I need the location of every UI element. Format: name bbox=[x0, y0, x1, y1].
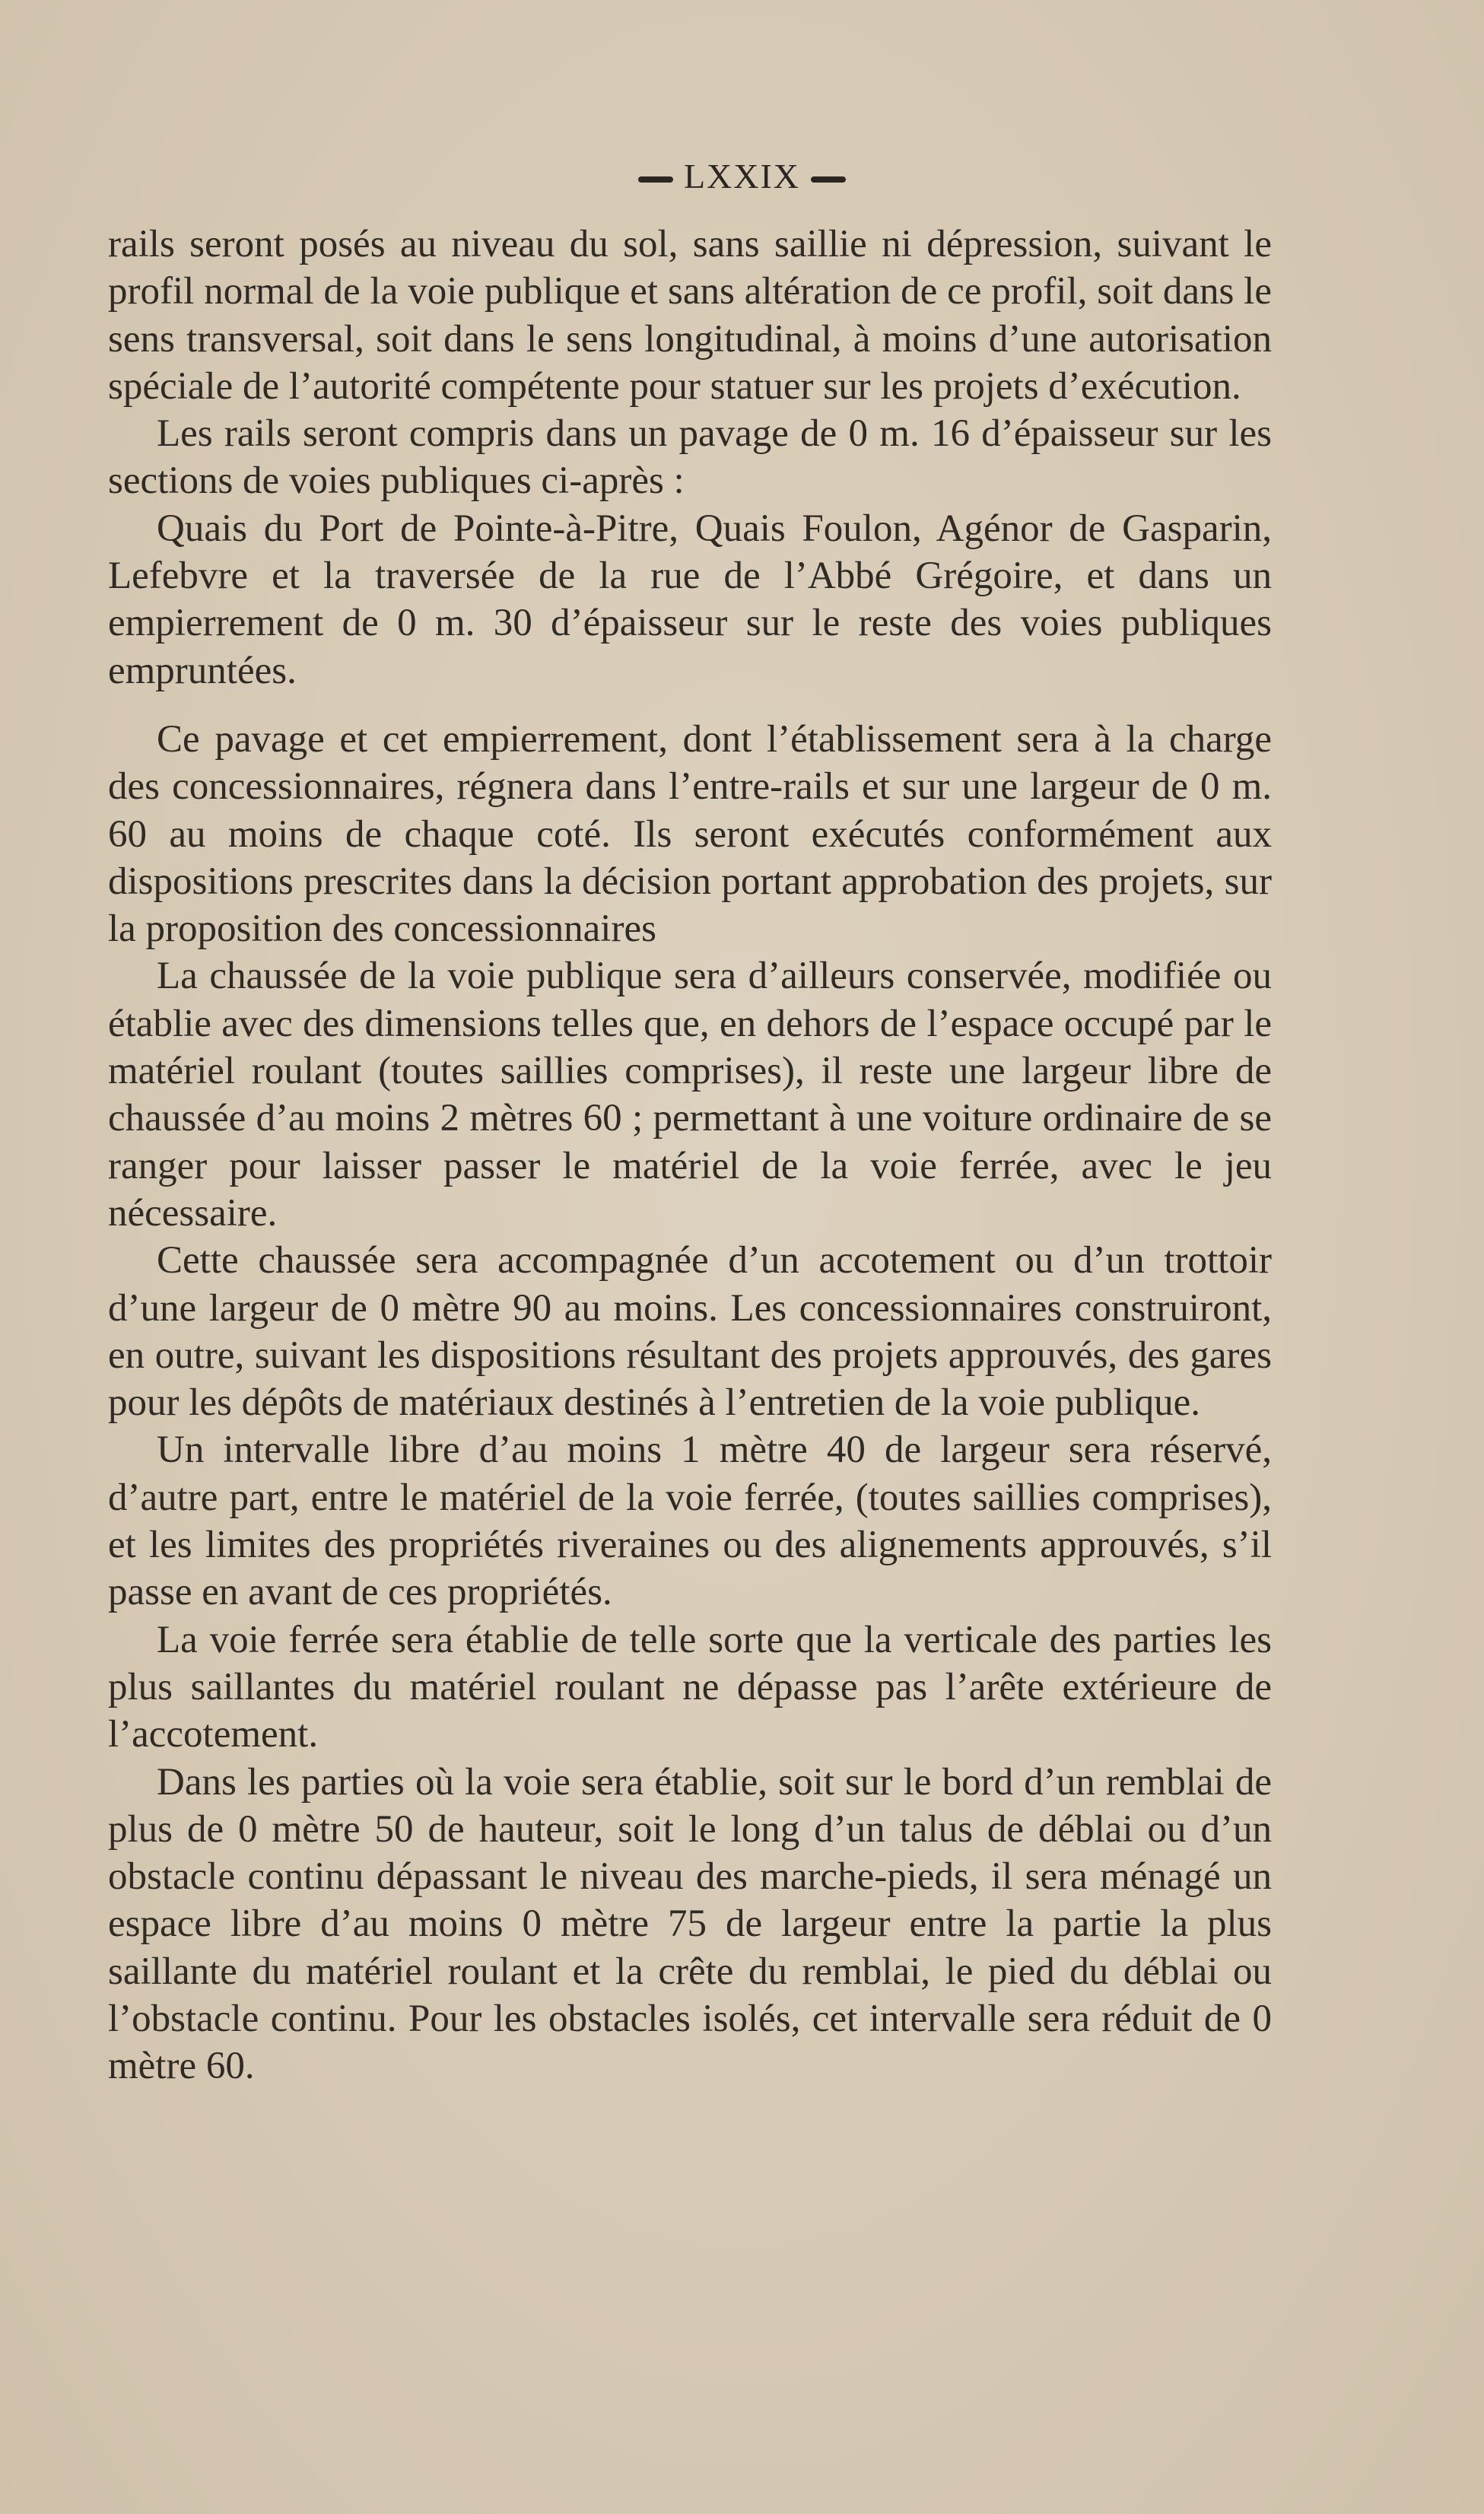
paragraph: Les rails seront compris dans un pavage de 0 m. 16 d’épaisseur sur les sections de voies publiques ci-après : bbox=[108, 412, 1272, 503]
paragraph: Un intervalle libre d’au moins 1 mètre 40 de largeur sera réservé, d’autre part, entre le matériel de la voie ferrée, (toutes saillies comprises), et les limites des propriétés riveraines ou des alignements approuvés, s’il passe en avant de ces propriétés. bbox=[108, 1429, 1272, 1614]
paragraph: Quais du Port de Pointe-à-Pitre, Quais Foulon, Agénor de Gasparin, Lefebvre et la traversée de la rue de l’Abbé Grégoire, et dans un empierrement de 0 m. 30 d’épaisseur sur le reste des voies publiques empruntées. bbox=[108, 507, 1272, 692]
paragraph: rails seront posés au niveau du sol, sans saillie ni dépression, suivant le profil normal de la voie publique et sans altération de ce profil, soit dans le sens transversal, soit dans le sens longitudinal, à moins d’une autorisation spéciale de l’autorité compétente pour statuer sur les projets d’exécution. bbox=[108, 223, 1272, 408]
paragraph: Dans les parties où la voie sera établie, soit sur le bord d’un remblai de plus de 0 mètre 50 de hauteur, soit le long d’un talus de déblai ou d’un obstacle continu dépassant le niveau des marche-pieds, il sera ménagé un espace libre d’au moins 0 mètre 75 de largeur entre la partie la plus saillante du matériel roulant et la crête du remblai, le pied du déblai ou l’obstacle continu. Pour les obstacles isolés, cet intervalle sera réduit de 0 mètre 60. bbox=[108, 1760, 1272, 2088]
header-right-ornament bbox=[811, 176, 846, 183]
page-header bbox=[0, 156, 1484, 196]
body-text bbox=[108, 221, 1272, 2090]
page-number: LXXIX bbox=[683, 157, 801, 195]
paragraph: Cette chaussée sera accompagnée d’un accotement ou d’un trottoir d’une largeur de 0 mètre 90 au moins. Les concessionnaires construiront, en outre, suivant les dispositions résultant des projets approuvés, des gares pour les dépôts de matériaux destinés à l’entretien de la voie publique. bbox=[108, 1239, 1272, 1425]
paragraph: Ce pavage et cet empierrement, dont l’établissement sera à la charge des concessionnaires, régnera dans l’entre-rails et sur une largeur de 0 m. 60 au moins de chaque coté. Ils seront exécutés conformément aux dispositions prescrites dans la décision portant approbation des projets, sur la proposition des concessionnaires bbox=[108, 717, 1272, 951]
header-left-ornament bbox=[638, 176, 673, 183]
paragraph: La chaussée de la voie publique sera d’ailleurs conservée, modifiée ou établie avec des dimensions telles que, en dehors de l’espace occupé par le matériel roulant (toutes saillies comprises), il reste une largeur libre de chaussée d’au moins 2 mètres 60 ; permettant à une voiture ordinaire de se ranger pour laisser passer le matériel de la voie ferrée, avec le jeu nécessaire. bbox=[108, 955, 1272, 1235]
paragraph: La voie ferrée sera établie de telle sorte que la verticale des parties les plus saillantes du matériel roulant ne dépasse pas l’arête extérieure de l’accotement. bbox=[108, 1618, 1272, 1756]
